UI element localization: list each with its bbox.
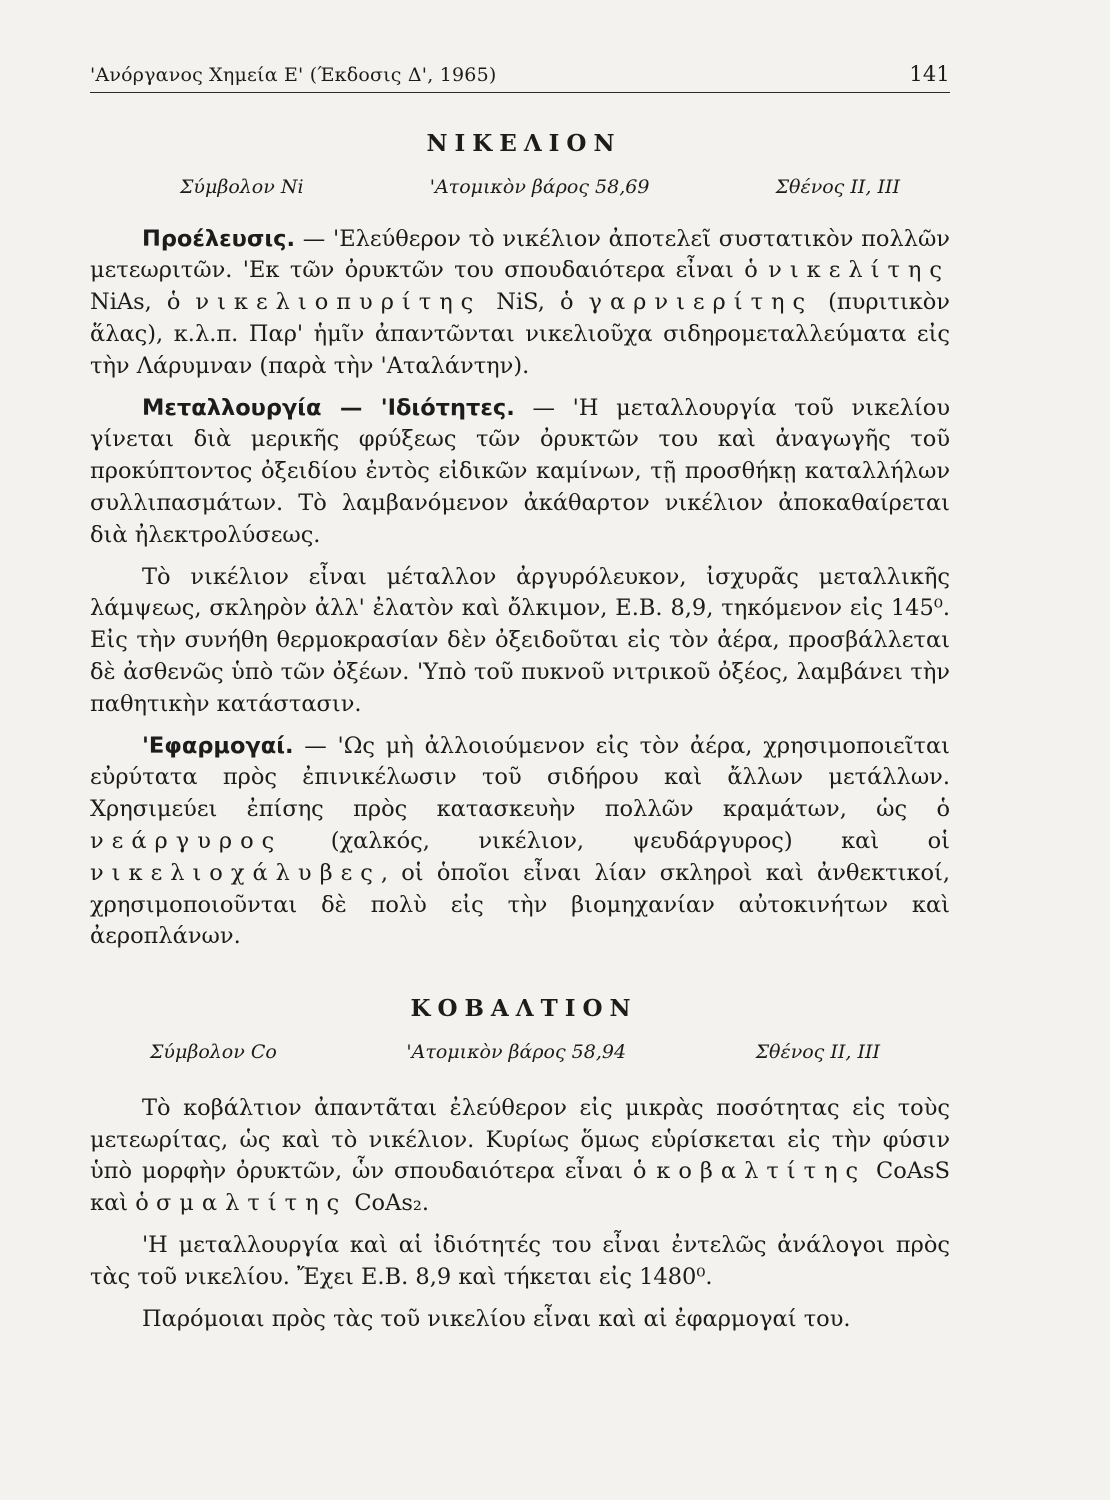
section-gap bbox=[90, 953, 950, 993]
term-nickel-silver: νεάργυρος bbox=[90, 827, 283, 854]
cobalt-meta bbox=[90, 1037, 950, 1069]
nickel-properties-paragraph: Τὸ νικέλιον εἶναι μέταλλον ἀργυρόλευκον, ἰσχυρᾶς μεταλλικῆς λάμψεως, σκληρὸν ἀλλ' ἐλατὸν καὶ ὄλκιμον, Ε.Β. 8,9, τηκόμενον εἰς 145⁰. Εἰς τὴν συνήθη θερμοκρασίαν δὲν ὀξειδοῦται εἰς τὸν ἀέρα, προσβάλλεται δὲ ἀσθενῶς ὑπὸ τῶν ὀξέων. 'Υπὸ τοῦ πυκνοῦ νιτρικοῦ ὀξέος, λαμβάνει τὴν παθητικὴν κατάστασιν. bbox=[90, 563, 950, 717]
nickel-origin-paragraph bbox=[90, 224, 950, 383]
term-nickel-steels: νικελιοχάλυβες bbox=[90, 859, 381, 886]
text-run: NiAs, ὁ bbox=[90, 289, 196, 316]
text-run: (πυριτικὸν ἅλας), κ.λ.π. Παρ' ἡμῖν ἀπαντῶνται νικελιοῦχα σιδηρομεταλλεύματα εἰς τὴν Λάρυμναν (παρὰ τὴν 'Αταλάντην). bbox=[90, 289, 950, 379]
term-nickel-pyrite: νικελιοπυρίτης bbox=[195, 289, 482, 316]
nickel-valence: Σθένος ΙΙ, ΙΙΙ bbox=[775, 175, 900, 198]
cobalt-applications-paragraph: Παρόμοιαι πρὸς τὰς τοῦ νικελίου εἶναι καὶ αἱ ἐφαρμογαί του. bbox=[142, 1305, 851, 1332]
text-run: (χαλκός, νικέλιον, ψευδάργυρος) καὶ οἱ bbox=[282, 827, 950, 854]
nickel-atomic-weight: 'Ατομικὸν βάρος 58,69 bbox=[429, 175, 650, 198]
cobalt-symbol: Σύμβολον Co bbox=[150, 1040, 277, 1063]
origin-heading: Προέλευσις. bbox=[142, 225, 296, 252]
text-run: — 'Ελεύθερον τὸ νικέλιον ἀποτελεῖ συστατικὸν πολλῶν μετεωριτῶν. 'Εκ τῶν ὀρυκτῶν του σπουδαιότερα εἶναι ὁ bbox=[90, 225, 950, 284]
running-title: 'Ανόργανος Χημεία Ε' (Έκδοσις Δ', 1965) bbox=[90, 64, 497, 86]
term-cobaltite: κοβαλτίτης bbox=[656, 1158, 867, 1185]
nickel-applications-paragraph bbox=[90, 731, 950, 954]
term-smaltite: σμαλτίτης bbox=[155, 1190, 348, 1217]
text-run: CoAs₂. bbox=[347, 1190, 430, 1217]
text-run: NiS, ὁ bbox=[481, 289, 589, 316]
cobalt-occurrence-paragraph bbox=[90, 1093, 950, 1220]
cobalt-atomic-weight: 'Ατομικὸν βάρος 58,94 bbox=[406, 1040, 627, 1063]
cobalt-properties-paragraph: 'Η μεταλλουργία καὶ αἱ ἰδιότητές του εἶναι ἐντελῶς ἀνάλογοι πρὸς τὰς τοῦ νικελίου. Ἔχει Ε.Β. 8,9 καὶ τήκεται εἰς 1480⁰. bbox=[90, 1231, 950, 1290]
running-header bbox=[90, 62, 950, 93]
text-run: — 'Ως μὴ ἀλλοιούμενον εἰς τὸν ἀέρα, χρησιμοποιεῖται εὐρύτατα πρὸς ἐπινικέλωσιν τοῦ σιδήρου καὶ ἄλλων μετάλλων. Χρησιμεύει ἐπίσης πρὸς κατασκευὴν πολλῶν κραμάτων, ὡς ὁ bbox=[90, 732, 950, 823]
text-run: , οἱ ὁποῖοι εἶναι λίαν σκληροὶ καὶ ἀνθεκτικοί, χρησιμοποιοῦνται δὲ πολὺ εἰς τὴν βιομηχανίαν αὐτοκινήτων καὶ ἀεροπλάνων. bbox=[90, 859, 950, 950]
applications-heading: 'Εφαρμογαί. bbox=[142, 732, 294, 759]
page-number: 141 bbox=[909, 62, 950, 86]
nickel-title: ΝΙΚΕΛΙΟΝ bbox=[426, 130, 622, 157]
metallurgy-heading: Μεταλλουργία — 'Ιδιότητες. bbox=[142, 394, 515, 421]
term-nickelite: νικελίτης bbox=[768, 257, 950, 284]
cobalt-valence: Σθένος ΙΙ, ΙΙΙ bbox=[755, 1040, 880, 1063]
text-run: CoAsS καὶ ὁ bbox=[90, 1158, 950, 1217]
nickel-symbol: Σύμβολον Ni bbox=[180, 175, 304, 198]
page-body bbox=[90, 128, 950, 1335]
text-run: — 'Η μεταλλουργία τοῦ νικελίου γίνεται διὰ μερικῆς φρύξεως τῶν ὀρυκτῶν του καὶ ἀναγωγῆς τοῦ προκύπτοντος ὀξειδίου ἐντὸς εἰδικῶν καμίνων, τῇ προσθήκῃ καταλλήλων συλλιπασμάτων. Τὸ λαμβανόμενον ἀκάθαρτον νικέλιον ἀποκαθαίρεται διὰ ἠλεκτρολύσεως. bbox=[90, 394, 951, 548]
term-garnierite: γαρνιερίτης bbox=[588, 289, 814, 316]
nickel-meta bbox=[90, 172, 950, 204]
text-run: Τὸ κοβάλτιον ἀπαντᾶται ἐλεύθερον εἰς μικρὰς ποσότητας εἰς τοὺς μετεωρίτας, ὡς καὶ τὸ νικέλιον. Κυρίως ὅμως εὑρίσκεται εἰς τὴν φύσιν ὑπὸ μορφὴν ὀρυκτῶν, ὧν σπουδαιότερα εἶναι ὁ bbox=[90, 1094, 950, 1185]
nickel-metallurgy-paragraph bbox=[90, 393, 950, 552]
cobalt-title: ΚΟΒΑΛΤΙΟΝ bbox=[410, 995, 638, 1023]
